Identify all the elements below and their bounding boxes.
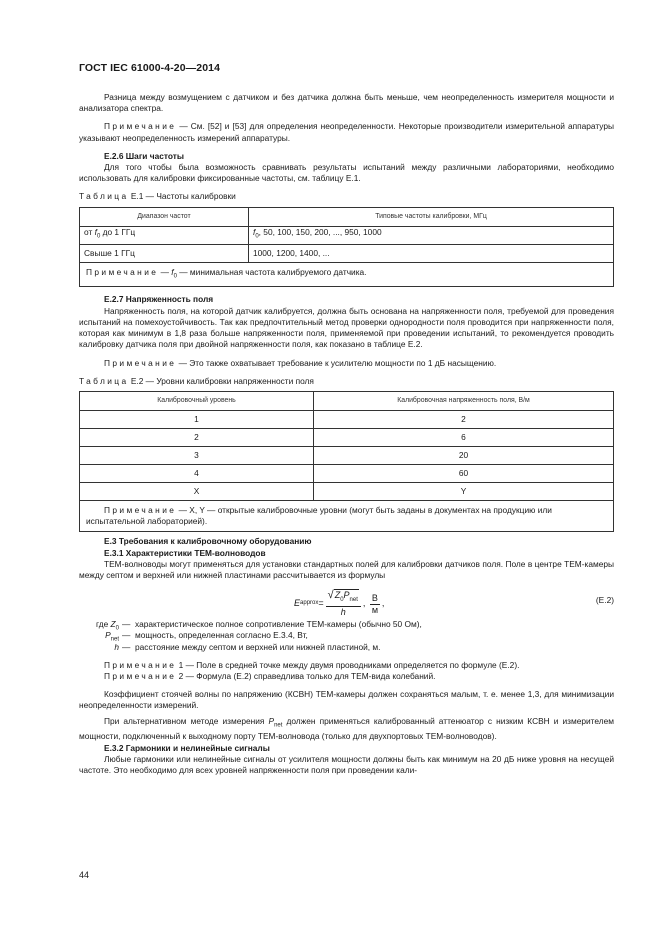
table-cell: 3 bbox=[80, 446, 314, 464]
table-header-cell: Калибровочный уровень bbox=[80, 391, 314, 410]
table-cell: 20 bbox=[314, 446, 614, 464]
table-header-row bbox=[80, 207, 614, 226]
table-cell: Свыше 1 ГГц bbox=[80, 244, 249, 262]
section-e27-note: Примечание — Это также охватывает требование к усилителю мощности по 1 дБ насыщению. bbox=[104, 357, 497, 368]
table-row bbox=[80, 446, 614, 464]
formula-note-1: Примечание 1 — Поле в средней точке между двумя проводниками определяется по формуле (Е.2). bbox=[104, 659, 520, 670]
section-e27-paragraph: Напряженность поля, на которой датчик калибруется, должна быть основана на напряженности поля, требуемой для проведения испытаний на помехоустойчивость. Так как предпочтительный метод проверки однородности поля проводится при напряженности поля, которая как минимум в 1,8 раза больше напряженности поля, применяемой при проведении испытаний, то рекомендуется проводить калибровку датчика поля при двойной напряженности поля, как показано в таблице Е.2. bbox=[79, 305, 614, 350]
formula-expression: E approx = $\frac{√Z_0P_{net}}{h}$ , $\frac{В}{м}$ , bbox=[294, 589, 385, 617]
table-note: Примечание — $f_0$ — минимальная частота калибруемого датчика. bbox=[80, 262, 614, 287]
table-cell: 60 bbox=[314, 464, 614, 482]
note-label: Примечание bbox=[104, 121, 177, 132]
table-cell: 2 bbox=[80, 428, 314, 446]
section-e26-heading: E.2.6 Шаги частоты bbox=[104, 150, 184, 161]
intro-note bbox=[79, 121, 614, 143]
formula-note-2: Примечание 2 — Формула (Е.2) справедлива только для ТЕМ-вида колебаний. bbox=[104, 670, 436, 681]
vswr-paragraph: Коэффициент стоячей волны по напряжению (КСВН) ТЕМ-камеры должен сохраняться малым, т. е. менее 1,3, для минимизации неопределенности измерений. bbox=[79, 689, 614, 711]
table-row bbox=[80, 226, 614, 244]
section-e31-paragraph: ТЕМ-волноводы могут применяться для установки стандартных полей для калибровки датчиков поля. Поле в центре ТЕМ-камеры между септом и верхней или нижней пластинами рассчитывается из формулы bbox=[79, 558, 614, 580]
intro-paragraph: Разница между возмущением с датчиком и без датчика должна быть меньше, чем неопределенность измерителя мощности и анализатора спектра. bbox=[79, 92, 614, 114]
table-calibration-frequencies bbox=[79, 207, 614, 288]
table1-caption bbox=[79, 191, 614, 202]
definition-item: $P_{net}$ — мощность, определенная согласно Е.3.4, Вт, bbox=[105, 630, 308, 643]
caption-label: Таблица bbox=[79, 191, 129, 202]
table-cell: 4 bbox=[80, 464, 314, 482]
table-cell: 2 bbox=[314, 410, 614, 428]
table2-caption: Таблица Е.2 — Уровни калибровки напряженности поля bbox=[79, 375, 314, 386]
table-row bbox=[80, 428, 614, 446]
table-row bbox=[80, 482, 614, 500]
table-cell: X bbox=[80, 482, 314, 500]
table-cell: $f_0$, 50, 100, 150, 200, ..., 950, 1000 bbox=[249, 226, 614, 244]
page-number: 44 bbox=[79, 870, 90, 880]
table-header-row bbox=[80, 391, 614, 410]
table-header-cell: Калибровочная напряженность поля, В/м bbox=[314, 391, 614, 410]
caption-text: Е.1 — Частоты калибровки bbox=[128, 191, 236, 202]
table-row bbox=[80, 244, 614, 262]
table-cell: 1 bbox=[80, 410, 314, 428]
definition-item: где $Z_0$ — характеристическое полное сопротивление ТЕМ-камеры (обычно 50 Ом), bbox=[96, 619, 422, 632]
section-e32-paragraph: Любые гармоники или нелинейные сигналы от усилителя мощности должны быть как минимум на 20 дБ ниже уровня на несущей частоте. Это необходимо для всех уровней напряженности поля при проведении кали- bbox=[79, 753, 614, 775]
table-row bbox=[80, 464, 614, 482]
table-cell: от $f_0$ до 1 ГГц bbox=[80, 226, 249, 244]
formula-definitions bbox=[79, 619, 614, 653]
table-field-levels bbox=[79, 391, 614, 532]
section-e27-heading: E.2.7 Напряженность поля bbox=[104, 294, 214, 305]
table-header-cell: Типовые частоты калибровки, МГц bbox=[249, 207, 614, 226]
document-body bbox=[79, 92, 614, 776]
section-e26-paragraph: Для того чтобы была возможность сравнивать результаты испытаний между различными лабораториями, необходимо использовать для калибровки фиксированные частоты, см. таблицу Е.1. bbox=[79, 162, 614, 184]
definition-item: h — расстояние между септом и верхней или нижней пластиной, м. bbox=[114, 641, 381, 652]
table-row bbox=[80, 410, 614, 428]
table-cell: 1000, 1200, 1400, ... bbox=[249, 244, 614, 262]
section-e32-heading: Е.3.2 Гармоники и нелинейные сигналы bbox=[104, 742, 270, 753]
formula-number: (Е.2) bbox=[595, 595, 614, 606]
table-cell: 6 bbox=[314, 428, 614, 446]
formula-fraction: $\frac{√Z_0P_{net}}{h}$ bbox=[326, 590, 361, 618]
table-note: Примечание — X, Y — открытые калибровочные уровни (могут быть заданы в документах на продукцию или испытательной лабораторией). bbox=[80, 500, 614, 531]
formula-unit: $\frac{В}{м}$ bbox=[371, 592, 378, 615]
formula-e2 bbox=[79, 587, 614, 617]
table-cell: Y bbox=[314, 482, 614, 500]
note-text: — См. [52] и [53] для определения неопределенности. Некоторые производители измерительной аппаратуры указывают неопределенность измерений аппаратуры. bbox=[79, 121, 614, 143]
section-e31-heading: Е.3.1 Характеристики ТЕМ-волноводов bbox=[104, 547, 266, 558]
section-e3-heading: Е.3 Требования к калибровочному оборудованию bbox=[104, 536, 312, 547]
table-note-row bbox=[80, 262, 614, 287]
document-header: ГОСТ IEC 61000-4-20—2014 bbox=[79, 62, 221, 74]
table-note-row bbox=[80, 500, 614, 531]
alt-method-paragraph: При альтернативном методе измерения $P_{net}$ должен применяться калиброванный аттенюатор с низким КСВН и измерителем мощности, подключенный к выходному порту ТЕМ-волновода (только для двухпортовых ТЕМ-волноводов). bbox=[79, 715, 614, 742]
table-header-cell: Диапазон частот bbox=[80, 207, 249, 226]
